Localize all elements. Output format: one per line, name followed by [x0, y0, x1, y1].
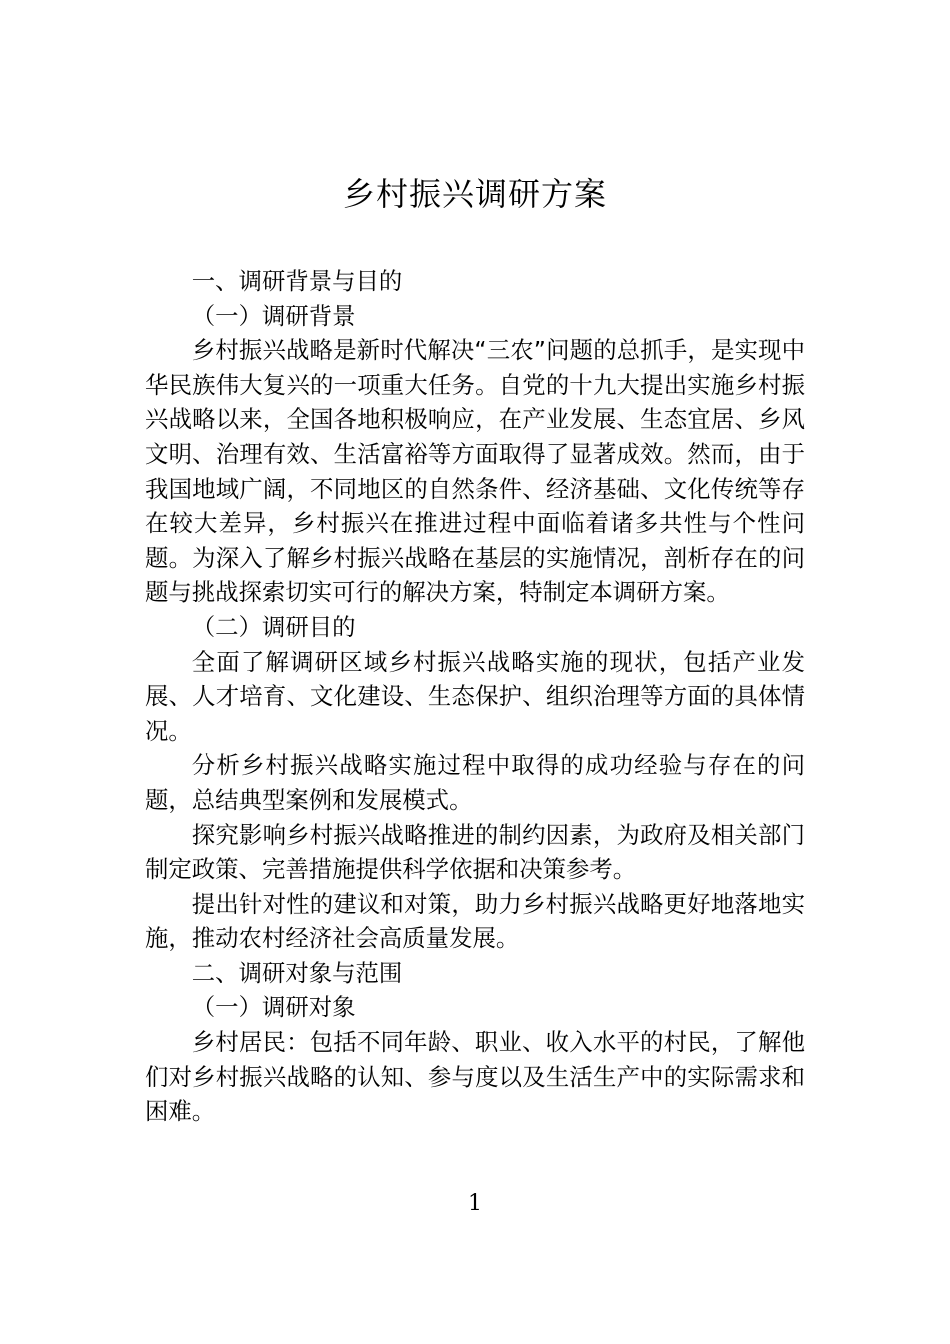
paragraph-purpose-3: 探究影响乡村振兴战略推进的制约因素，为政府及相关部门制定政策、完善措施提供科学依据和决策参考。: [145, 820, 805, 884]
subsection-heading-1-1: （一）调研背景: [191, 301, 356, 330]
paragraph-villagers: 乡村居民：包括不同年龄、职业、收入水平的村民，了解他们对乡村振兴战略的认知、参与度以及生活生产中的实际需求和困难。: [145, 1028, 805, 1126]
paragraph-background: 乡村振兴战略是新时代解决“三农”问题的总抓手，是实现中华民族伟大复兴的一项重大任务。自党的十九大提出实施乡村振兴战略以来，全国各地积极响应，在产业发展、生态宜居、乡风文明、治理有效、生活富裕等方面取得了显著成效。然而，由于我国地域广阔，不同地区的自然条件、经济基础、文化传统等存在较大差异，乡村振兴在推进过程中面临着诸多共性与个性问题。为深入了解乡村振兴战略在基层的实施情况，剖析存在的问题与挑战探索切实可行的解决方案，特制定本调研方案。: [145, 336, 805, 607]
paragraph-purpose-2: 分析乡村振兴战略实施过程中取得的成功经验与存在的问题，总结典型案例和发展模式。: [145, 751, 805, 814]
subsection-heading-2-1: （一）调研对象: [191, 993, 356, 1022]
paragraph-purpose-4: 提出针对性的建议和对策，助力乡村振兴战略更好地落地实施，推动农村经济社会高质量发展。: [145, 889, 805, 953]
subsection-heading-1-2: （二）调研目的: [191, 612, 356, 641]
section-heading-2: 二、调研对象与范围: [191, 958, 403, 987]
document-title: 乡村振兴调研方案: [342, 175, 607, 213]
section-heading-1: 一、调研背景与目的: [191, 267, 403, 295]
paragraph-purpose-1: 全面了解调研区域乡村振兴战略实施的现状，包括产业发展、人才培育、文化建设、生态保护、组织治理等方面的具体情况。: [145, 647, 805, 745]
page-number: 1: [468, 1191, 482, 1216]
document-body: [145, 264, 805, 1129]
